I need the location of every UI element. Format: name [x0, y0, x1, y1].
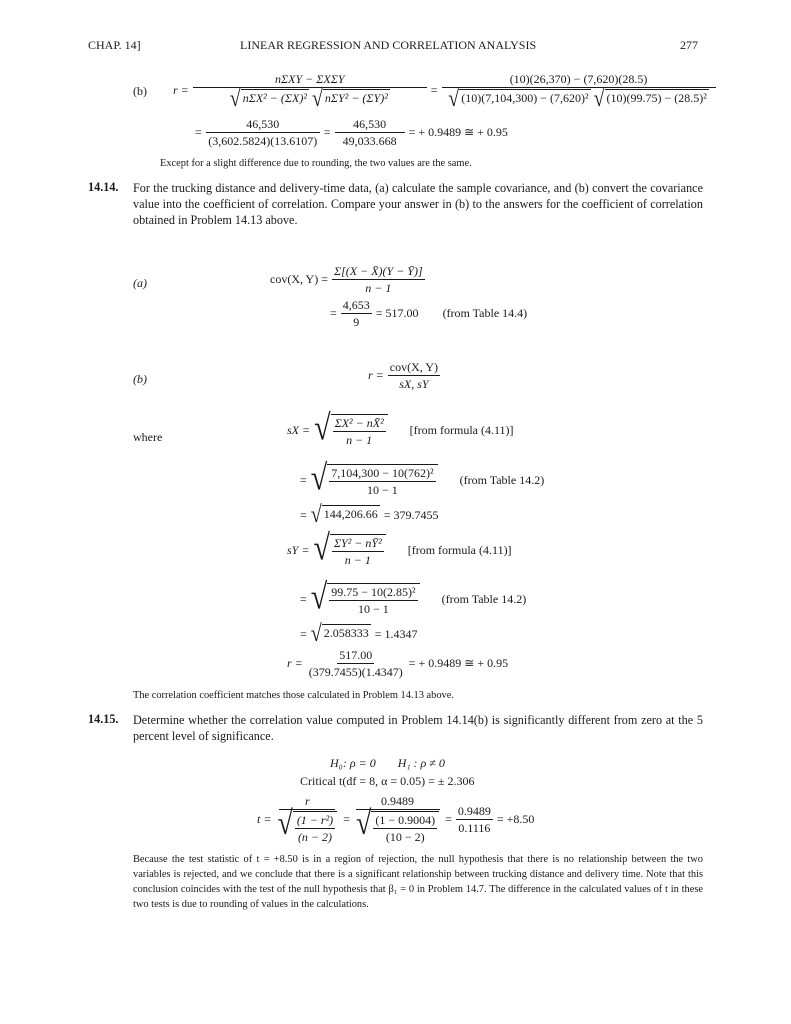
result: = 379.7455: [383, 507, 439, 522]
correlation-note: The correlation coefficient matches those calculated in Problem 14.13 above.: [133, 690, 454, 701]
fraction-numerator: 4,653: [342, 298, 370, 312]
equals-sign: =: [445, 811, 452, 826]
sqrt: √ $\frac{\text{ΣX² − nX̄²}}{n - 1}$: [314, 414, 388, 447]
result: = 1.4347: [374, 626, 418, 641]
problem-number-14-15: 14.15.: [88, 712, 119, 726]
sqrt: √ 2.058333: [310, 620, 369, 648]
hypotheses: [330, 756, 445, 771]
fraction-simplified: [335, 117, 405, 148]
part-b-label: (b): [133, 84, 147, 98]
fraction-denominator: (379.7455)(1.4347): [308, 665, 403, 679]
part-a-label: (a): [133, 276, 147, 290]
formula-lhs: sY =: [287, 543, 310, 557]
fraction-denominator: [446, 85, 711, 113]
sy-numeric: [300, 577, 527, 617]
conclusion-paragraph: Because the test statistic of t = +8.50 is in a region of rejection, the null hypothesis that there is no relationship between the two variables is rejected, and we conclude that there is a significant relationship between trucking distance and delivery time. Note that this conclusion coincides with the test of the null hypothesis that β₁ = 0 in Problem 14.7. The difference in the calculated values of t in these two tests is due to rounding of values in the calculations.: [133, 854, 703, 910]
page-number: 277: [680, 38, 698, 52]
sy-result: [300, 620, 418, 648]
fraction-numerator: Σ[(X − X̄)(Y − Ȳ)]: [333, 264, 423, 278]
sqrt-y: √ nΣY² − (ΣY)²: [311, 85, 388, 113]
r-final: [287, 648, 508, 679]
equals-sign: =: [343, 811, 350, 826]
fraction-numerator: (10)(26,370) − (7,620)(28.5): [442, 72, 716, 88]
fraction-numerator: (1 − r²): [296, 813, 334, 827]
fraction-denominator: n − 1: [365, 281, 392, 295]
alternative-hypothesis: H₁ : ρ ≠ 0: [397, 756, 445, 770]
problem-number-14-14: 14.14.: [88, 180, 119, 194]
formula-lhs: r =: [368, 368, 384, 382]
fraction-denominator: √ $\frac{(1 - 0.9004)}{(10 - 2)}$: [354, 810, 441, 844]
sy-formula: [287, 528, 512, 568]
source-note: [from formula (4.11)]: [409, 423, 514, 437]
t-fraction-simplified: [456, 804, 493, 835]
covariance-fraction: [332, 264, 425, 295]
formula-lhs: r =: [173, 83, 189, 97]
critical-value: Critical t(df = 8, α = 0.05) = ± 2.306: [300, 774, 475, 788]
fraction-numerator: ΣY² − nȲ²: [333, 536, 382, 550]
fraction-product: [206, 117, 320, 148]
result: = +8.50: [496, 811, 535, 826]
problem-text-14-15: Determine whether the correlation value computed in Problem 14.14(b) is significantly different from zero at the 5 percent level of significance.: [133, 713, 703, 743]
t-fraction-numeric: [354, 794, 441, 844]
equals-sign: =: [300, 626, 307, 641]
sqrt: √ $\frac{\text{ΣY² − nȲ²}}{n - 1}$: [313, 534, 385, 567]
formula-lhs: sX =: [287, 423, 311, 437]
fraction-numerator: 7,104,300 − 10(762)²: [331, 466, 434, 480]
where-label: where: [133, 430, 163, 444]
t-statistic: [257, 794, 534, 844]
equals-sign: =: [323, 125, 331, 139]
fraction-numerator: 517.00: [339, 648, 373, 662]
source-note: (from Table 14.2): [459, 473, 545, 487]
sqrt: √ $\frac{\text{99.75 − 10(2.85)²}}{10 - 1}$: [311, 583, 420, 616]
result: = + 0.9489 ≅ + 0.95: [408, 656, 509, 670]
null-hypothesis: H₀: ρ = 0: [330, 756, 376, 770]
fraction-numerator: 46,530: [335, 117, 405, 133]
fraction-numerator: nΣXY − ΣXΣY: [193, 72, 427, 88]
sx-numeric-fraction: [329, 466, 435, 497]
fraction-numerator: (1 − 0.9004): [375, 813, 436, 827]
source-note: (from Table 14.2): [441, 592, 527, 606]
covariance-value: [330, 298, 527, 329]
correlation-fraction-numeric: [442, 72, 716, 113]
equals-sign: =: [300, 473, 307, 487]
correlation-formula-line1: [173, 72, 716, 113]
running-header-chapter: CHAP. 14]: [88, 38, 141, 52]
r-final-fraction: [307, 648, 405, 679]
formula-lhs: t =: [257, 811, 272, 826]
fraction-numerator: 0.9489: [356, 794, 440, 810]
formula-lhs: cov(X, Y) =: [270, 272, 328, 286]
covariance-value-fraction: [341, 298, 372, 329]
sy-numeric-fraction: [329, 585, 417, 616]
fraction-denominator: (n − 2): [297, 830, 333, 844]
fraction-denominator: (3,602.5824)(13.6107): [208, 134, 318, 148]
equals-sign: =: [195, 125, 202, 139]
part-b-label: (b): [133, 372, 147, 386]
correlation-formula-line2: [195, 117, 508, 148]
fraction-denominator: sX, sY: [399, 377, 429, 391]
fraction-denominator: 9: [353, 315, 360, 329]
equals-sign: =: [300, 507, 307, 522]
sy-fraction: [332, 536, 384, 567]
fraction-numerator: 99.75 − 10(2.85)²: [331, 585, 416, 599]
fraction-denominator: (10 − 2): [385, 830, 425, 844]
sx-numeric: [300, 458, 545, 498]
sqrt-x-numeric: √ (10)(7,104,300) − (7,620)²: [448, 85, 589, 113]
sx-fraction: [333, 416, 386, 447]
problem-text-14-14: For the trucking distance and delivery-time data, (a) calculate the sample covariance, and (b) convert the covariance value into the coefficient of correlation. Compare your answer in (b) to the answers for the coefficient of correlation obtained in Problem 14.13 above.: [133, 181, 703, 227]
correlation-fraction-symbolic: [193, 72, 427, 113]
source-note: [from formula (4.11)]: [407, 543, 512, 557]
sx-result: [300, 501, 439, 529]
fraction-numerator: r: [279, 794, 335, 810]
fraction-denominator: 10 − 1: [367, 483, 398, 497]
r-formula: [368, 360, 440, 391]
equals-sign: =: [430, 83, 438, 97]
fraction-denominator: √ $\frac{\text{(1 − r²)}}{(n - 2)}$: [275, 810, 339, 844]
fraction-denominator: n − 1: [346, 433, 373, 447]
r-fraction: [388, 360, 440, 391]
sqrt: √ 144,206.66: [310, 501, 378, 529]
rounding-note: Except for a slight difference due to rounding, the two values are the same.: [160, 158, 472, 169]
t-fraction-symbolic: [275, 794, 339, 844]
result: = + 0.9489 ≅ + 0.95: [408, 125, 508, 139]
formula-lhs: r =: [287, 656, 303, 670]
fraction-denominator: n − 1: [344, 553, 371, 567]
equals-sign: =: [300, 592, 307, 606]
sqrt-y-numeric: √ (10)(99.75) − (28.5)²: [593, 85, 707, 113]
fraction-numerator: 46,530: [206, 117, 320, 133]
sx-formula: [287, 408, 514, 448]
fraction-numerator: ΣX² − nX̄²: [334, 416, 384, 430]
fraction-numerator: 0.9489: [457, 803, 491, 818]
covariance-formula: [270, 264, 425, 295]
source-note: (from Table 14.4): [442, 306, 528, 320]
sqrt: √ $\frac{\text{7,104,300 − 10(762)²}}{10 - 1}$: [311, 464, 438, 497]
sqrt-x: √ nΣX² − (ΣX)²: [229, 85, 307, 113]
fraction-denominator: 10 − 1: [358, 602, 389, 616]
fraction-numerator: cov(X, Y): [389, 360, 438, 374]
fraction-denominator: 49,033.668: [342, 134, 397, 148]
fraction-denominator: 0.1116: [458, 820, 491, 835]
result: = 517.00: [375, 306, 419, 320]
fraction-denominator: [228, 85, 392, 113]
running-header-title: LINEAR REGRESSION AND CORRELATION ANALYSIS: [240, 38, 537, 52]
equals-sign: =: [330, 306, 337, 320]
